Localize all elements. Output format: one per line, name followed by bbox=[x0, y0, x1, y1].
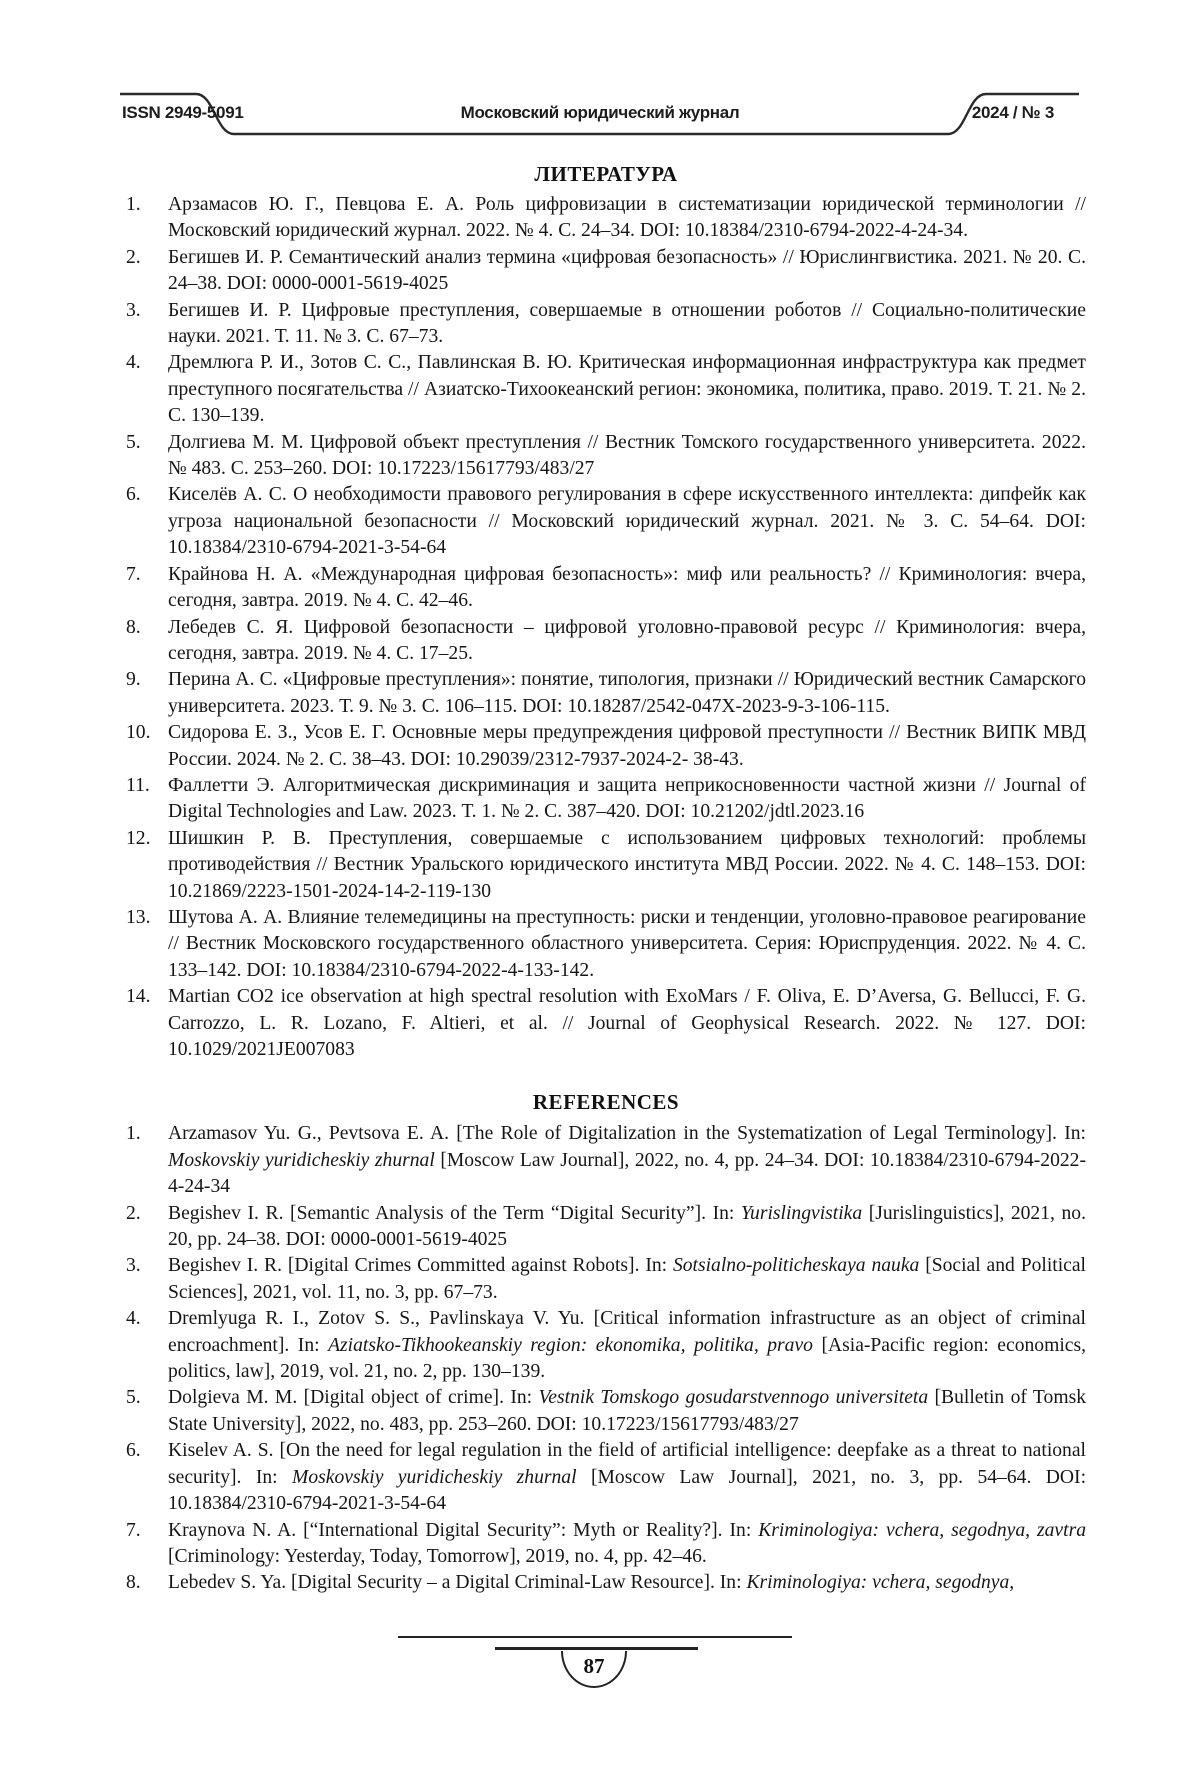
reference-item bbox=[126, 245, 1086, 298]
page-body bbox=[126, 161, 1086, 1597]
item-number: 6. bbox=[126, 484, 141, 506]
item-text: Begishev I. R. [Digital Crimes Committed against Robots]. In: Sotsialno-politicheskaya nauka [Social and Political Sciences], 2021, vol. 11, no. 3, pp. 67–73. bbox=[168, 1255, 1087, 1303]
section-title-references: REFERENCES bbox=[532, 1090, 680, 1115]
item-text: Долгиева М. М. Цифровой объект преступления // Вестник Томского государственного университета. 2022. № 483. С. 253–260. DOI: 10.17223/15617793/483/27 bbox=[168, 431, 1086, 480]
references-list bbox=[126, 1121, 1086, 1596]
item-number: 13. bbox=[126, 906, 151, 928]
item-text: Kraynova N. A. [“International Digital Security”: Myth or Reality?]. In: Kriminologiya: vchera, segodnya, zavtra [Criminology: Yesterday, Today, Tomorrow], 2019, no. 4, pp. 42–46. bbox=[168, 1519, 1086, 1567]
item-number: 4. bbox=[126, 352, 141, 374]
item-number: 2. bbox=[126, 246, 141, 268]
item-number: 14. bbox=[126, 986, 151, 1008]
reference-item bbox=[126, 1518, 1086, 1571]
reference-item bbox=[126, 350, 1086, 429]
footer-rule-long bbox=[398, 1636, 792, 1638]
journal-title: Московский юридический журнал bbox=[460, 103, 740, 122]
reference-item bbox=[126, 720, 1086, 773]
item-number: 3. bbox=[126, 1255, 141, 1277]
item-text: Kiselev A. S. [On the need for legal regulation in the field of artificial intelligence: deepfake as a threat to national security]. In: Moskovskiy yuridicheskiy zhurnal [Moscow Law Journal], 2021, no. 3, pp. 54–64. DOI: 10.18384/2310-6794-2021-3-54-64 bbox=[168, 1440, 1087, 1515]
reference-item bbox=[126, 773, 1086, 826]
reference-item bbox=[126, 826, 1086, 905]
item-number: 2. bbox=[126, 1202, 141, 1224]
reference-item bbox=[126, 1121, 1086, 1200]
item-text: Martian CO2 ice observation at high spectral resolution with ExoMars / F. Oliva, E. D’Aversa, G. Bellucci, F. G. Carrozzo, L. R. Lozano, F. Altieri, et al. // Journal of Geophysical Research. 2022. № 127. DOI: 10.1029/2021JE007083 bbox=[168, 986, 1086, 1060]
item-number: 7. bbox=[126, 563, 141, 585]
section-title-literatura: ЛИТЕРАТУРА bbox=[534, 162, 678, 186]
item-text: Арзамасов Ю. Г., Певцова Е. А. Роль цифровизации в систематизации юридической терминологии // Московский юридический журнал. 2022. № 4. С. 24–34. DOI: 10.18384/2310-6794-2022-4-24-34. bbox=[168, 194, 1086, 242]
item-text: Крайнова Н. А. «Международная цифровая безопасность»: миф или реальность? // Криминология: вчера, сегодня, завтра. 2019. № 4. С. 42–46. bbox=[168, 563, 1086, 612]
reference-item bbox=[126, 1253, 1086, 1306]
page-number: 87 bbox=[583, 1654, 605, 1678]
reference-item bbox=[126, 298, 1086, 351]
item-number: 1. bbox=[126, 1123, 141, 1145]
reference-item bbox=[126, 667, 1086, 720]
item-number: 8. bbox=[126, 616, 141, 638]
reference-item bbox=[126, 192, 1086, 245]
reference-item bbox=[126, 905, 1086, 984]
item-text: Бегишев И. Р. Цифровые преступления, совершаемые в отношении роботов // Социально-политические науки. 2021. Т. 11. № 3. С. 67–73. bbox=[168, 299, 1086, 348]
item-number: 9. bbox=[126, 669, 141, 691]
item-text: Дремлюга Р. И., Зотов С. С., Павлинская В. Ю. Критическая информационная инфраструктура как предмет преступного посягательства // Азиатско-Тихоокеанский регион: экономика, политика, право. 2019. Т. 21. № 2. С. 130–139. bbox=[168, 352, 1086, 427]
item-number: 4. bbox=[126, 1308, 141, 1330]
reference-item bbox=[126, 1306, 1086, 1385]
reference-item bbox=[126, 1570, 1086, 1596]
literatura-list bbox=[126, 192, 1086, 1063]
item-text: Шутова А. А. Влияние телемедицины на преступность: риски и тенденции, уголовно-правовое реагирование // Вестник Московского государственного областного университета. Серия: Юриспруденция. 2022. № 4. С. 133–142. DOI: 10.18384/2310-6794-2022-4-133-142. bbox=[168, 906, 1086, 981]
item-number: 12. bbox=[126, 827, 151, 849]
item-number: 3. bbox=[126, 299, 141, 321]
item-text: Перина А. С. «Цифровые преступления»: понятие, типология, признаки // Юридический вестник Самарского университета. 2023. Т. 9. № 3. С. 106–115. DOI: 10.18287/2542-047X-2023-9-3-106-115. bbox=[168, 669, 1086, 717]
item-number: 5. bbox=[126, 431, 141, 453]
item-number: 6. bbox=[126, 1440, 141, 1462]
item-number: 10. bbox=[126, 722, 151, 744]
item-text: Фаллетти Э. Алгоритмическая дискриминация и защита неприкосновенности частной жизни // Journal of Digital Technologies and Law. 2023. Т. 1. № 2. С. 387–420. DOI: 10.21202/jdtl.2023.16 bbox=[168, 774, 1086, 823]
item-text: Arzamasov Yu. G., Pevtsova E. A. [The Role of Digitalization in the Systematization of Legal Terminology]. In: Moskovskiy yuridicheskiy zhurnal [Moscow Law Journal], 2022, no. 4, pp. 24–34. DOI: 10.18384/2310-6794-2022-4-24-34 bbox=[168, 1123, 1086, 1198]
footer-rule-short bbox=[495, 1647, 698, 1650]
reference-item bbox=[126, 430, 1086, 483]
issue-label: 2024 / № 3 bbox=[971, 103, 1054, 122]
item-text: Лебедев С. Я. Цифровой безопасности – цифровой уголовно-правовой ресурс // Криминология: вчера, сегодня, завтра. 2019. № 4. С. 17–25. bbox=[168, 616, 1086, 664]
item-text: Dolgieva M. M. [Digital object of crime]. In: Vestnik Tomskogo gosudarstvennogo universiteta [Bulletin of Tomsk State University], 2022, no. 483, pp. 253–260. DOI: 10.17223/15617793/483/27 bbox=[168, 1387, 1086, 1435]
item-number: 7. bbox=[126, 1519, 141, 1541]
item-text: Киселёв А. С. О необходимости правового регулирования в сфере искусственного интеллекта: дипфейк как угроза национальной безопасности // Московский юридический журнал. 2021. № 3. С. 54–64. DOI: 10.18384/2310-6794-2021-3-54-64 bbox=[168, 484, 1086, 559]
reference-item bbox=[126, 1438, 1086, 1517]
item-number: 8. bbox=[126, 1572, 141, 1594]
reference-item bbox=[126, 984, 1086, 1063]
issn-label: ISSN 2949-5091 bbox=[122, 103, 244, 122]
item-number: 11. bbox=[126, 774, 150, 796]
item-text: Begishev I. R. [Semantic Analysis of the Term “Digital Security”]. In: Yurislingvistika [Jurislinguistics], 2021, no. 20, pp. 24–38. DOI: 0000-0001-5619-4025 bbox=[168, 1202, 1086, 1251]
item-number: 1. bbox=[126, 194, 141, 215]
item-text: Сидорова Е. З., Усов Е. Г. Основные меры предупреждения цифровой преступности // Вестник ВИПК МВД России. 2024. № 2. С. 38–43. DOI: 10.29039/2312-7937-2024-2- 38-43. bbox=[168, 722, 1086, 770]
reference-item bbox=[126, 1201, 1086, 1254]
reference-item bbox=[126, 562, 1086, 615]
item-number: 5. bbox=[126, 1387, 141, 1409]
reference-item bbox=[126, 482, 1086, 561]
reference-item bbox=[126, 1385, 1086, 1438]
reference-item bbox=[126, 615, 1086, 668]
item-text: Бегишев И. Р. Семантический анализ термина «цифровая безопасность» // Юрислингвистика. 2021. № 20. С. 24–38. DOI: 0000-0001-5619-4025 bbox=[168, 246, 1086, 295]
item-text: Dremlyuga R. I., Zotov S. S., Pavlinskaya V. Yu. [Critical information infrastructure as an object of criminal encroachment]. In: Aziatsko-Tikhookeanskiy region: ekonomika, politika, pravo [Asia-Pacific region: economics, politics, law], 2019, vol. 21, no. 2, pp. 130–139. bbox=[168, 1308, 1086, 1383]
item-text: Шишкин Р. В. Преступления, совершаемые с использованием цифровых технологий: проблемы противодействия // Вестник Уральского юридического института МВД России. 2022. № 4. С. 148–153. DOI: 10.21869/2223-1501-2024-14-2-119-130 bbox=[168, 827, 1086, 902]
item-text: Lebedev S. Ya. [Digital Security – a Digital Criminal-Law Resource]. In: Kriminologiya: vchera, segodnya, bbox=[168, 1572, 1015, 1594]
